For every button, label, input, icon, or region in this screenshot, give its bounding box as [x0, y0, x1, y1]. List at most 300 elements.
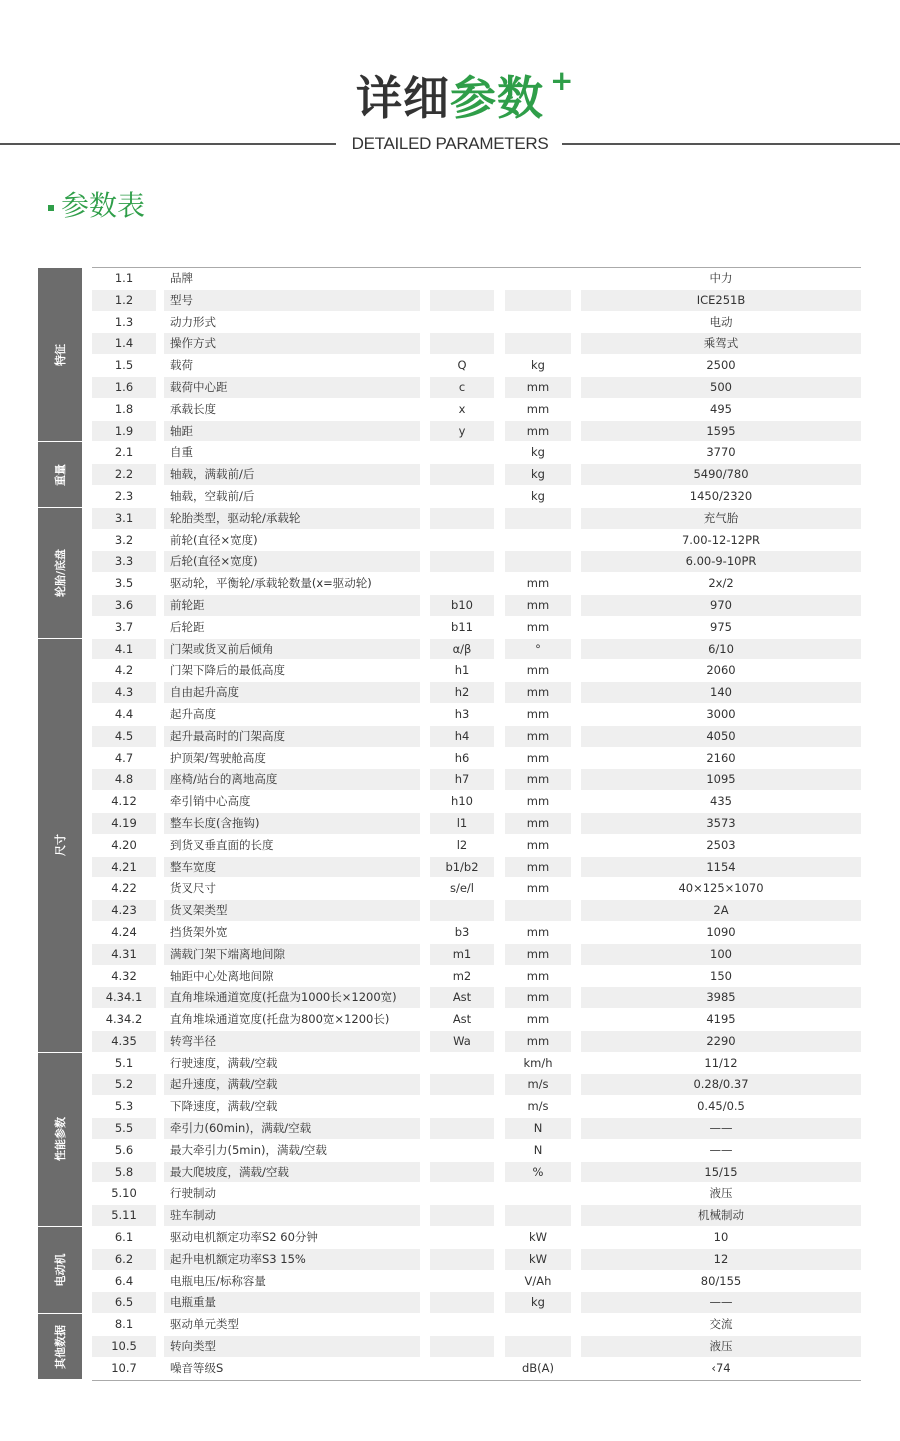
row-value: 15/15: [581, 1162, 861, 1183]
row-name: 直角堆垛通道宽度(托盘为800宽×1200长): [170, 1012, 390, 1027]
row-value: 140: [581, 682, 861, 703]
group-label-block: [38, 508, 82, 639]
row-code: 4.20: [111, 837, 137, 852]
row-symbol: c: [430, 377, 494, 398]
table-row: [92, 377, 861, 399]
row-symbol: h4: [430, 726, 494, 747]
row-unit: mm: [505, 421, 571, 442]
row-symbol: y: [430, 421, 494, 442]
row-value: 0.45/0.5: [697, 1099, 745, 1114]
row-code: 4.19: [92, 813, 156, 834]
row-unit: mm: [526, 401, 550, 416]
row-unit: mm: [505, 857, 571, 878]
row-symbol: [430, 312, 494, 333]
row-code: 4.23: [92, 900, 156, 921]
row-value: 3573: [581, 813, 861, 834]
row-name: 驱动电机额定功率S2 60分钟: [170, 1230, 318, 1245]
table-row: [92, 530, 861, 552]
row-code: 2.3: [114, 488, 134, 503]
row-unit: mm: [526, 1012, 550, 1027]
table-row: [92, 551, 861, 573]
group-label: 轮胎/底盘: [54, 548, 67, 597]
row-name: 起升电机额定功率S3 15%: [164, 1249, 420, 1270]
row-code: 1.6: [92, 377, 156, 398]
table-row: [92, 421, 861, 443]
group-label: 重量: [54, 463, 67, 486]
row-code: 5.10: [111, 1186, 137, 1201]
row-unit: [505, 1336, 571, 1357]
row-value: ‹74: [711, 1360, 731, 1375]
row-name: 驻车制动: [164, 1205, 420, 1226]
row-symbol: b11: [451, 619, 473, 634]
group-label-block: [38, 442, 82, 507]
row-unit: [505, 1205, 571, 1226]
row-name: 载荷中心距: [164, 377, 420, 398]
row-code: 4.1: [92, 639, 156, 660]
row-name: 起升最高时的门架高度: [164, 726, 420, 747]
row-unit: mm: [505, 1031, 571, 1052]
row-symbol: Q: [457, 358, 467, 373]
table-row: [92, 704, 861, 726]
row-symbol: [430, 551, 494, 572]
row-value: 1595: [581, 421, 861, 442]
table-row: [92, 639, 861, 661]
row-code: 6.1: [114, 1230, 134, 1245]
table-row: [92, 660, 861, 682]
row-code: 5.1: [114, 1055, 134, 1070]
row-symbol: [430, 464, 494, 485]
row-code: 4.4: [114, 706, 134, 721]
row-code: 4.8: [92, 769, 156, 790]
row-code: 4.5: [92, 726, 156, 747]
row-symbol: Ast: [430, 987, 494, 1008]
row-name: 整车宽度: [164, 857, 420, 878]
row-name: 载荷: [170, 358, 193, 373]
row-name: 后轮距: [170, 619, 205, 634]
table-row: [92, 748, 861, 770]
row-symbol: b1/b2: [430, 857, 494, 878]
row-symbol: h7: [430, 769, 494, 790]
row-value: 2160: [706, 750, 736, 765]
row-value: 1154: [581, 857, 861, 878]
group-label-block: [38, 1314, 82, 1379]
row-unit: mm: [526, 881, 550, 896]
table-row: [92, 573, 861, 595]
row-name: 起升高度: [170, 706, 216, 721]
group-label-block: [38, 639, 82, 1053]
row-value: 975: [710, 619, 732, 634]
row-symbol: [430, 900, 494, 921]
row-symbol: b10: [430, 595, 494, 616]
row-value: 机械制动: [581, 1205, 861, 1226]
row-code: 4.7: [114, 750, 134, 765]
row-symbol: [430, 1096, 494, 1117]
row-value: 0.28/0.37: [581, 1074, 861, 1095]
table-row: [92, 1053, 861, 1075]
row-name: 门架或货叉前后倾角: [164, 639, 420, 660]
row-symbol: [430, 530, 494, 551]
row-symbol: [430, 1292, 494, 1313]
row-code: 4.34.1: [92, 987, 156, 1008]
table-row: [92, 835, 861, 857]
row-symbol: l2: [456, 837, 468, 852]
row-code: 5.3: [114, 1099, 134, 1114]
table-row: [92, 878, 861, 900]
table-row: [92, 1358, 861, 1380]
row-symbol: s/e/l: [449, 881, 474, 896]
row-unit: dB(A): [521, 1360, 555, 1375]
table-row: [92, 769, 861, 791]
row-value: 2290: [581, 1031, 861, 1052]
row-value: 435: [710, 794, 732, 809]
table-row: [92, 1227, 861, 1249]
row-unit: [505, 530, 571, 551]
row-symbol: [430, 486, 494, 507]
row-code: 2.1: [114, 445, 134, 460]
row-unit: mm: [526, 837, 550, 852]
row-name: 轴载，空载前/后: [170, 488, 255, 503]
row-value: 495: [710, 401, 732, 416]
row-unit: mm: [505, 813, 571, 834]
row-symbol: b3: [454, 924, 470, 939]
table-row: [92, 486, 861, 508]
row-name: 整车长度(含拖钩): [164, 813, 420, 834]
row-name: 下降速度，满载/空载: [170, 1099, 278, 1114]
row-name: 承载长度: [170, 401, 216, 416]
row-code: 4.35: [92, 1031, 156, 1052]
table-row: [92, 966, 861, 988]
row-value: ICE251B: [581, 290, 861, 311]
row-value: 7.00-12-12PR: [681, 532, 761, 547]
row-value: 4195: [706, 1012, 736, 1027]
row-code: 4.24: [111, 924, 137, 939]
row-unit: [505, 1314, 571, 1335]
row-name: 自重: [170, 445, 193, 460]
row-symbol: [430, 442, 494, 463]
table-row: [92, 1183, 861, 1205]
group-label: 特征: [54, 343, 67, 366]
row-symbol: α/β: [430, 639, 494, 660]
row-symbol: x: [458, 401, 466, 416]
row-symbol: [430, 1118, 494, 1139]
row-value: 10: [713, 1230, 729, 1245]
row-symbol: [430, 1271, 494, 1292]
table-row: [92, 1118, 861, 1140]
table-row: [92, 1009, 861, 1031]
table-row: [92, 1031, 861, 1053]
group-label-block: [38, 1227, 82, 1314]
row-symbol: [430, 508, 494, 529]
table-bottom-line: [92, 1380, 861, 1381]
row-unit: mm: [526, 663, 550, 678]
row-value: 12: [581, 1249, 861, 1270]
row-code: 4.31: [92, 944, 156, 965]
row-name: 直角堆垛通道宽度(托盘为1000长×1200宽): [164, 987, 420, 1008]
row-unit: mm: [526, 924, 550, 939]
row-symbol: [430, 1162, 494, 1183]
row-code: 1.5: [114, 358, 134, 373]
row-value: 乘驾式: [581, 333, 861, 354]
row-name: 操作方式: [164, 333, 420, 354]
row-value: 2x/2: [708, 576, 734, 591]
table-row: [92, 944, 861, 966]
row-code: 10.7: [111, 1360, 137, 1375]
row-value: 3985: [581, 987, 861, 1008]
row-symbol: [430, 1140, 494, 1161]
row-value: 电动: [709, 314, 733, 329]
table-row: [92, 312, 861, 334]
row-name: 轴载，满载前/后: [164, 464, 420, 485]
row-code: 8.1: [114, 1317, 134, 1332]
row-name: 最大爬坡度，满载/空载: [164, 1162, 420, 1183]
row-code: 3.1: [92, 508, 156, 529]
row-code: 3.3: [92, 551, 156, 572]
row-code: 3.2: [114, 532, 134, 547]
row-unit: kg: [531, 488, 545, 503]
table-row: [92, 1314, 861, 1336]
table-row: [92, 268, 861, 290]
row-value: 中力: [709, 271, 733, 285]
row-unit: °: [505, 639, 571, 660]
table-row: [92, 922, 861, 944]
row-name: 到货叉垂直面的长度: [170, 837, 274, 852]
row-symbol: h2: [430, 682, 494, 703]
row-unit: mm: [526, 576, 550, 591]
row-value: 150: [710, 968, 732, 983]
row-name: 挡货架外宽: [170, 924, 228, 939]
row-unit: km/h: [523, 1055, 553, 1070]
plus-icon: +: [550, 64, 574, 97]
row-code: 6.5: [92, 1292, 156, 1313]
row-value: 液压: [581, 1336, 861, 1357]
row-name: 行驶制动: [170, 1186, 216, 1201]
title-part1: 详细: [356, 71, 450, 125]
row-value: 5490/780: [581, 464, 861, 485]
row-name: 货叉尺寸: [170, 881, 216, 896]
table-row: [92, 617, 861, 639]
row-symbol: [430, 1358, 494, 1379]
row-code: 3.5: [114, 576, 134, 591]
row-value: ——: [709, 1142, 733, 1157]
row-unit: mm: [505, 944, 571, 965]
row-value: 40×125×1070: [678, 881, 764, 896]
row-name: 转向类型: [164, 1336, 420, 1357]
table-row: [92, 1249, 861, 1271]
row-symbol: h6: [454, 750, 470, 765]
row-name: 门架下降后的最低高度: [170, 663, 285, 678]
row-value: 100: [581, 944, 861, 965]
header: [0, 0, 900, 170]
row-name: 自由起升高度: [164, 682, 420, 703]
row-unit: [505, 551, 571, 572]
table-row: [92, 1074, 861, 1096]
row-unit: N: [533, 1142, 543, 1157]
table-row: [92, 1336, 861, 1358]
row-symbol: [430, 1336, 494, 1357]
row-value: 11/12: [704, 1055, 738, 1070]
row-symbol: [430, 1249, 494, 1270]
row-unit: mm: [505, 682, 571, 703]
table-row: [92, 355, 861, 377]
row-name: 最大牵引力(5min)，满载/空载: [170, 1142, 327, 1157]
row-name: 转弯半径: [164, 1031, 420, 1052]
row-name: 货叉架类型: [164, 900, 420, 921]
row-unit: kg: [531, 358, 545, 373]
row-value: 1090: [706, 924, 736, 939]
table-row: [92, 1271, 861, 1293]
row-unit: m/s: [527, 1099, 549, 1114]
row-unit: mm: [526, 794, 550, 809]
row-code: 1.2: [92, 290, 156, 311]
table-row: [92, 442, 861, 464]
row-name: 电瓶电压/标称容量: [170, 1273, 266, 1288]
row-value: 4050: [581, 726, 861, 747]
table-rows: [92, 267, 861, 1380]
row-unit: kW: [505, 1249, 571, 1270]
row-symbol: [430, 573, 494, 594]
row-value: 970: [581, 595, 861, 616]
table-row: [92, 857, 861, 879]
row-name: 驱动单元类型: [170, 1317, 239, 1332]
group-label: 性能参数: [54, 1117, 67, 1162]
table-row: [92, 1162, 861, 1184]
row-symbol: m1: [430, 944, 494, 965]
row-value: 1450/2320: [689, 488, 753, 503]
row-name: 行驶速度，满载/空载: [170, 1055, 278, 1070]
row-symbol: [430, 290, 494, 311]
row-name: 型号: [164, 290, 420, 311]
table-row: [92, 1140, 861, 1162]
table-row: [92, 987, 861, 1009]
group-label: 电动机: [54, 1253, 67, 1287]
row-code: 5.11: [92, 1205, 156, 1226]
row-code: 1.1: [114, 271, 134, 285]
row-symbol: [430, 1183, 494, 1204]
row-code: 4.22: [111, 881, 137, 896]
row-name: 轴距: [164, 421, 420, 442]
row-symbol: Wa: [430, 1031, 494, 1052]
table-row: [92, 595, 861, 617]
table-row: [92, 464, 861, 486]
row-symbol: l1: [430, 813, 494, 834]
table-row: [92, 791, 861, 813]
row-name: 后轮(直径×宽度): [164, 551, 420, 572]
group-label: 其他数据: [54, 1324, 67, 1369]
row-unit: [505, 312, 571, 333]
row-code: 6.2: [92, 1249, 156, 1270]
row-symbol: h10: [451, 794, 473, 809]
row-code: 4.2: [114, 663, 134, 678]
row-code: 1.3: [114, 314, 134, 329]
row-code: 4.12: [111, 794, 137, 809]
row-value: ——: [581, 1118, 861, 1139]
row-name: 轮胎类型，驱动轮/承载轮: [164, 508, 420, 529]
table-row: [92, 1096, 861, 1118]
row-value: 2500: [706, 358, 736, 373]
row-name: 电瓶重量: [164, 1292, 420, 1313]
row-code: 10.5: [92, 1336, 156, 1357]
square-bullet-icon: [48, 205, 54, 211]
row-unit: mm: [526, 968, 550, 983]
row-code: 4.21: [92, 857, 156, 878]
row-unit: [505, 290, 571, 311]
row-symbol: Ast: [452, 1012, 472, 1027]
row-name: 轴距中心处离地间隙: [170, 968, 274, 983]
row-symbol: [430, 1205, 494, 1226]
section-title: 参数表: [61, 189, 146, 222]
row-name: 驱动轮，平衡轮/承载轮数量(x=驱动轮): [170, 576, 372, 591]
row-unit: N: [505, 1118, 571, 1139]
table-row: [92, 682, 861, 704]
row-value: 交流: [709, 1317, 733, 1332]
row-symbol: [430, 268, 494, 289]
row-unit: m/s: [505, 1074, 571, 1095]
row-unit: kW: [528, 1230, 548, 1245]
row-value: ——: [581, 1292, 861, 1313]
section-heading: [48, 186, 145, 226]
row-code: 3.6: [92, 595, 156, 616]
row-code: 4.32: [111, 968, 137, 983]
row-unit: mm: [526, 750, 550, 765]
row-unit: kg: [505, 464, 571, 485]
row-code: 3.7: [114, 619, 134, 634]
table-row: [92, 508, 861, 530]
table-row: [92, 399, 861, 421]
row-value: 500: [581, 377, 861, 398]
row-symbol: [430, 1227, 494, 1248]
row-value: 6.00-9-10PR: [581, 551, 861, 572]
row-code: 1.8: [114, 401, 134, 416]
row-code: 5.6: [114, 1142, 134, 1157]
row-unit: mm: [526, 619, 550, 634]
table-row: [92, 813, 861, 835]
row-name: 动力形式: [170, 314, 216, 329]
row-name: 满载门架下端离地间隙: [164, 944, 420, 965]
row-code: 4.3: [92, 682, 156, 703]
row-unit: [505, 508, 571, 529]
row-code: 5.2: [92, 1074, 156, 1095]
row-unit: V/Ah: [524, 1273, 552, 1288]
row-unit: kg: [531, 445, 545, 460]
row-unit: [505, 900, 571, 921]
row-unit: mm: [505, 769, 571, 790]
group-label-block: [38, 268, 82, 442]
row-code: 4.34.2: [105, 1012, 143, 1027]
row-value: 3000: [706, 706, 736, 721]
row-symbol: [430, 1314, 494, 1335]
row-name: 起升速度，满载/空载: [164, 1074, 420, 1095]
row-unit: mm: [526, 706, 550, 721]
row-name: 品牌: [170, 271, 193, 285]
row-symbol: [430, 333, 494, 354]
row-name: 前轮距: [164, 595, 420, 616]
row-value: 2A: [581, 900, 861, 921]
table-row: [92, 290, 861, 312]
page-title: [0, 64, 900, 128]
row-value: 1095: [581, 769, 861, 790]
row-value: 充气胎: [581, 508, 861, 529]
table-row: [92, 1205, 861, 1227]
group-label: 尺寸: [54, 834, 67, 857]
row-unit: [505, 268, 571, 289]
row-code: 1.9: [92, 421, 156, 442]
row-unit: mm: [505, 377, 571, 398]
table-row: [92, 333, 861, 355]
divider-right: [562, 143, 900, 145]
row-code: 2.2: [92, 464, 156, 485]
table-row: [92, 900, 861, 922]
row-unit: %: [505, 1162, 571, 1183]
